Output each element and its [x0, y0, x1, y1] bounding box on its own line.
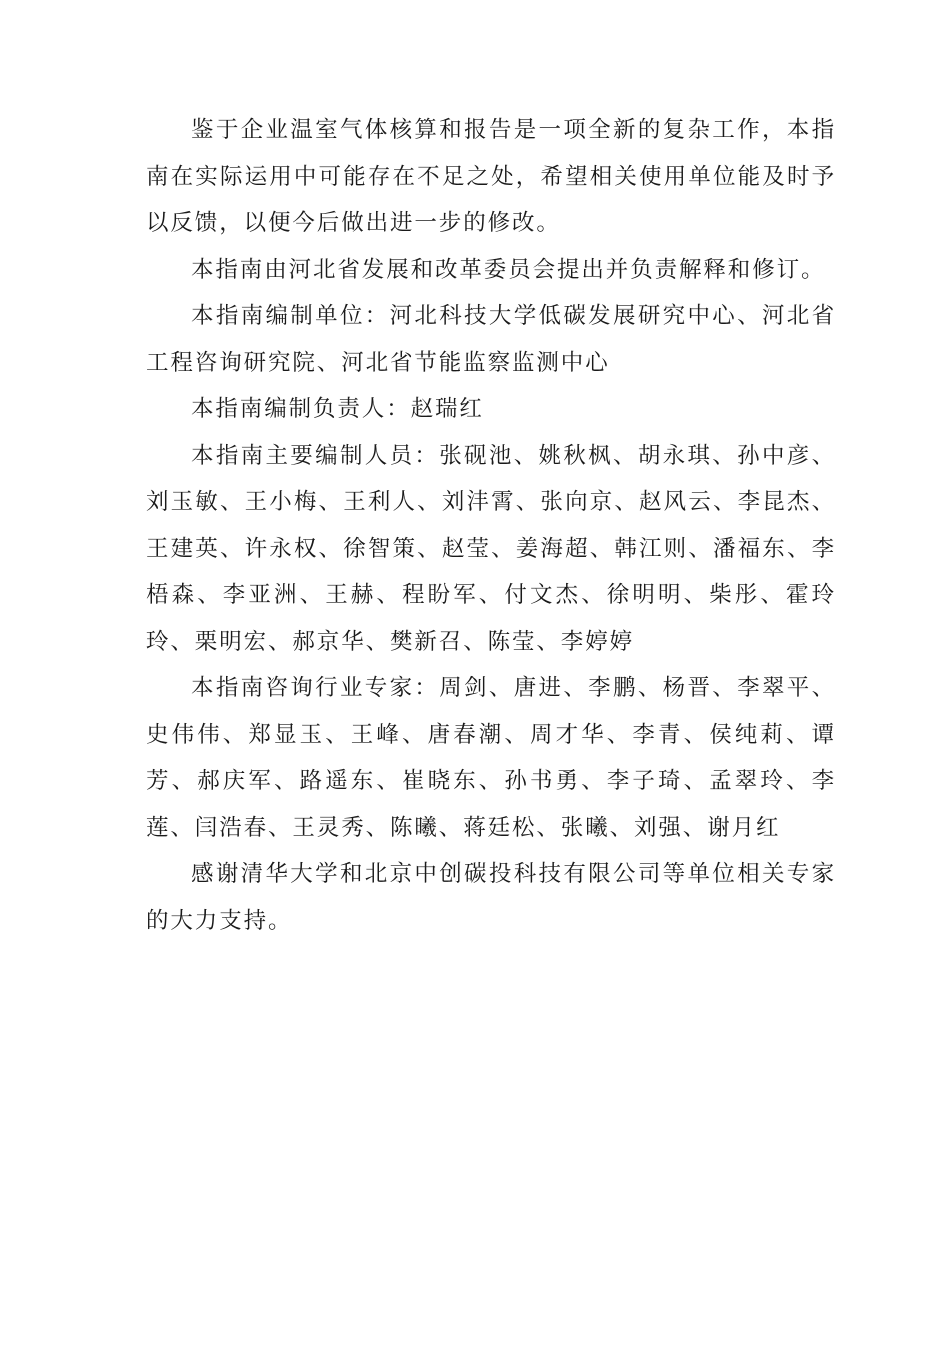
document-body — [146, 107, 836, 944]
paragraph-feedback-note: 鉴于企业温室气体核算和报告是一项全新的复杂工作，本指南在实际运用中可能存在不足之处，希望相关使用单位能及时予以反馈，以便今后做出进一步的修改。 — [146, 117, 836, 236]
paragraph-industry-experts: 本指南咨询行业专家：周剑、唐进、李鹏、杨晋、李翠平、史伟伟、郑显玉、王峰、唐春潮、周才华、李青、侯纯莉、谭芳、郝庆军、路遥东、崔晓东、孙书勇、李子琦、孟翠玲、李莲、闫浩春、王灵秀、陈曦、蒋廷松、张曦、刘强、谢月红 — [146, 675, 836, 841]
paragraph-lead-author: 本指南编制负责人：赵瑞红 — [191, 396, 484, 422]
paragraph-main-authors: 本指南主要编制人员：张砚池、姚秋枫、胡永琪、孙中彦、刘玉敏、王小梅、王利人、刘沣霄、张向京、赵风云、李昆杰、王建英、许永权、徐智策、赵莹、姜海超、韩江则、潘福东、李梧森、李亚洲、王赫、程盼军、付文杰、徐明明、柴彤、霍玲玲、栗明宏、郝京华、樊新召、陈莹、李婷婷 — [146, 442, 836, 655]
paragraph-acknowledgement: 感谢清华大学和北京中创碳投科技有限公司等单位相关专家的大力支持。 — [146, 861, 836, 934]
paragraph-issuer: 本指南由河北省发展和改革委员会提出并负责解释和修订。 — [191, 256, 826, 283]
paragraph-compiling-units: 本指南编制单位：河北科技大学低碳发展研究中心、河北省工程咨询研究院、河北省节能监察监测中心 — [146, 303, 836, 376]
